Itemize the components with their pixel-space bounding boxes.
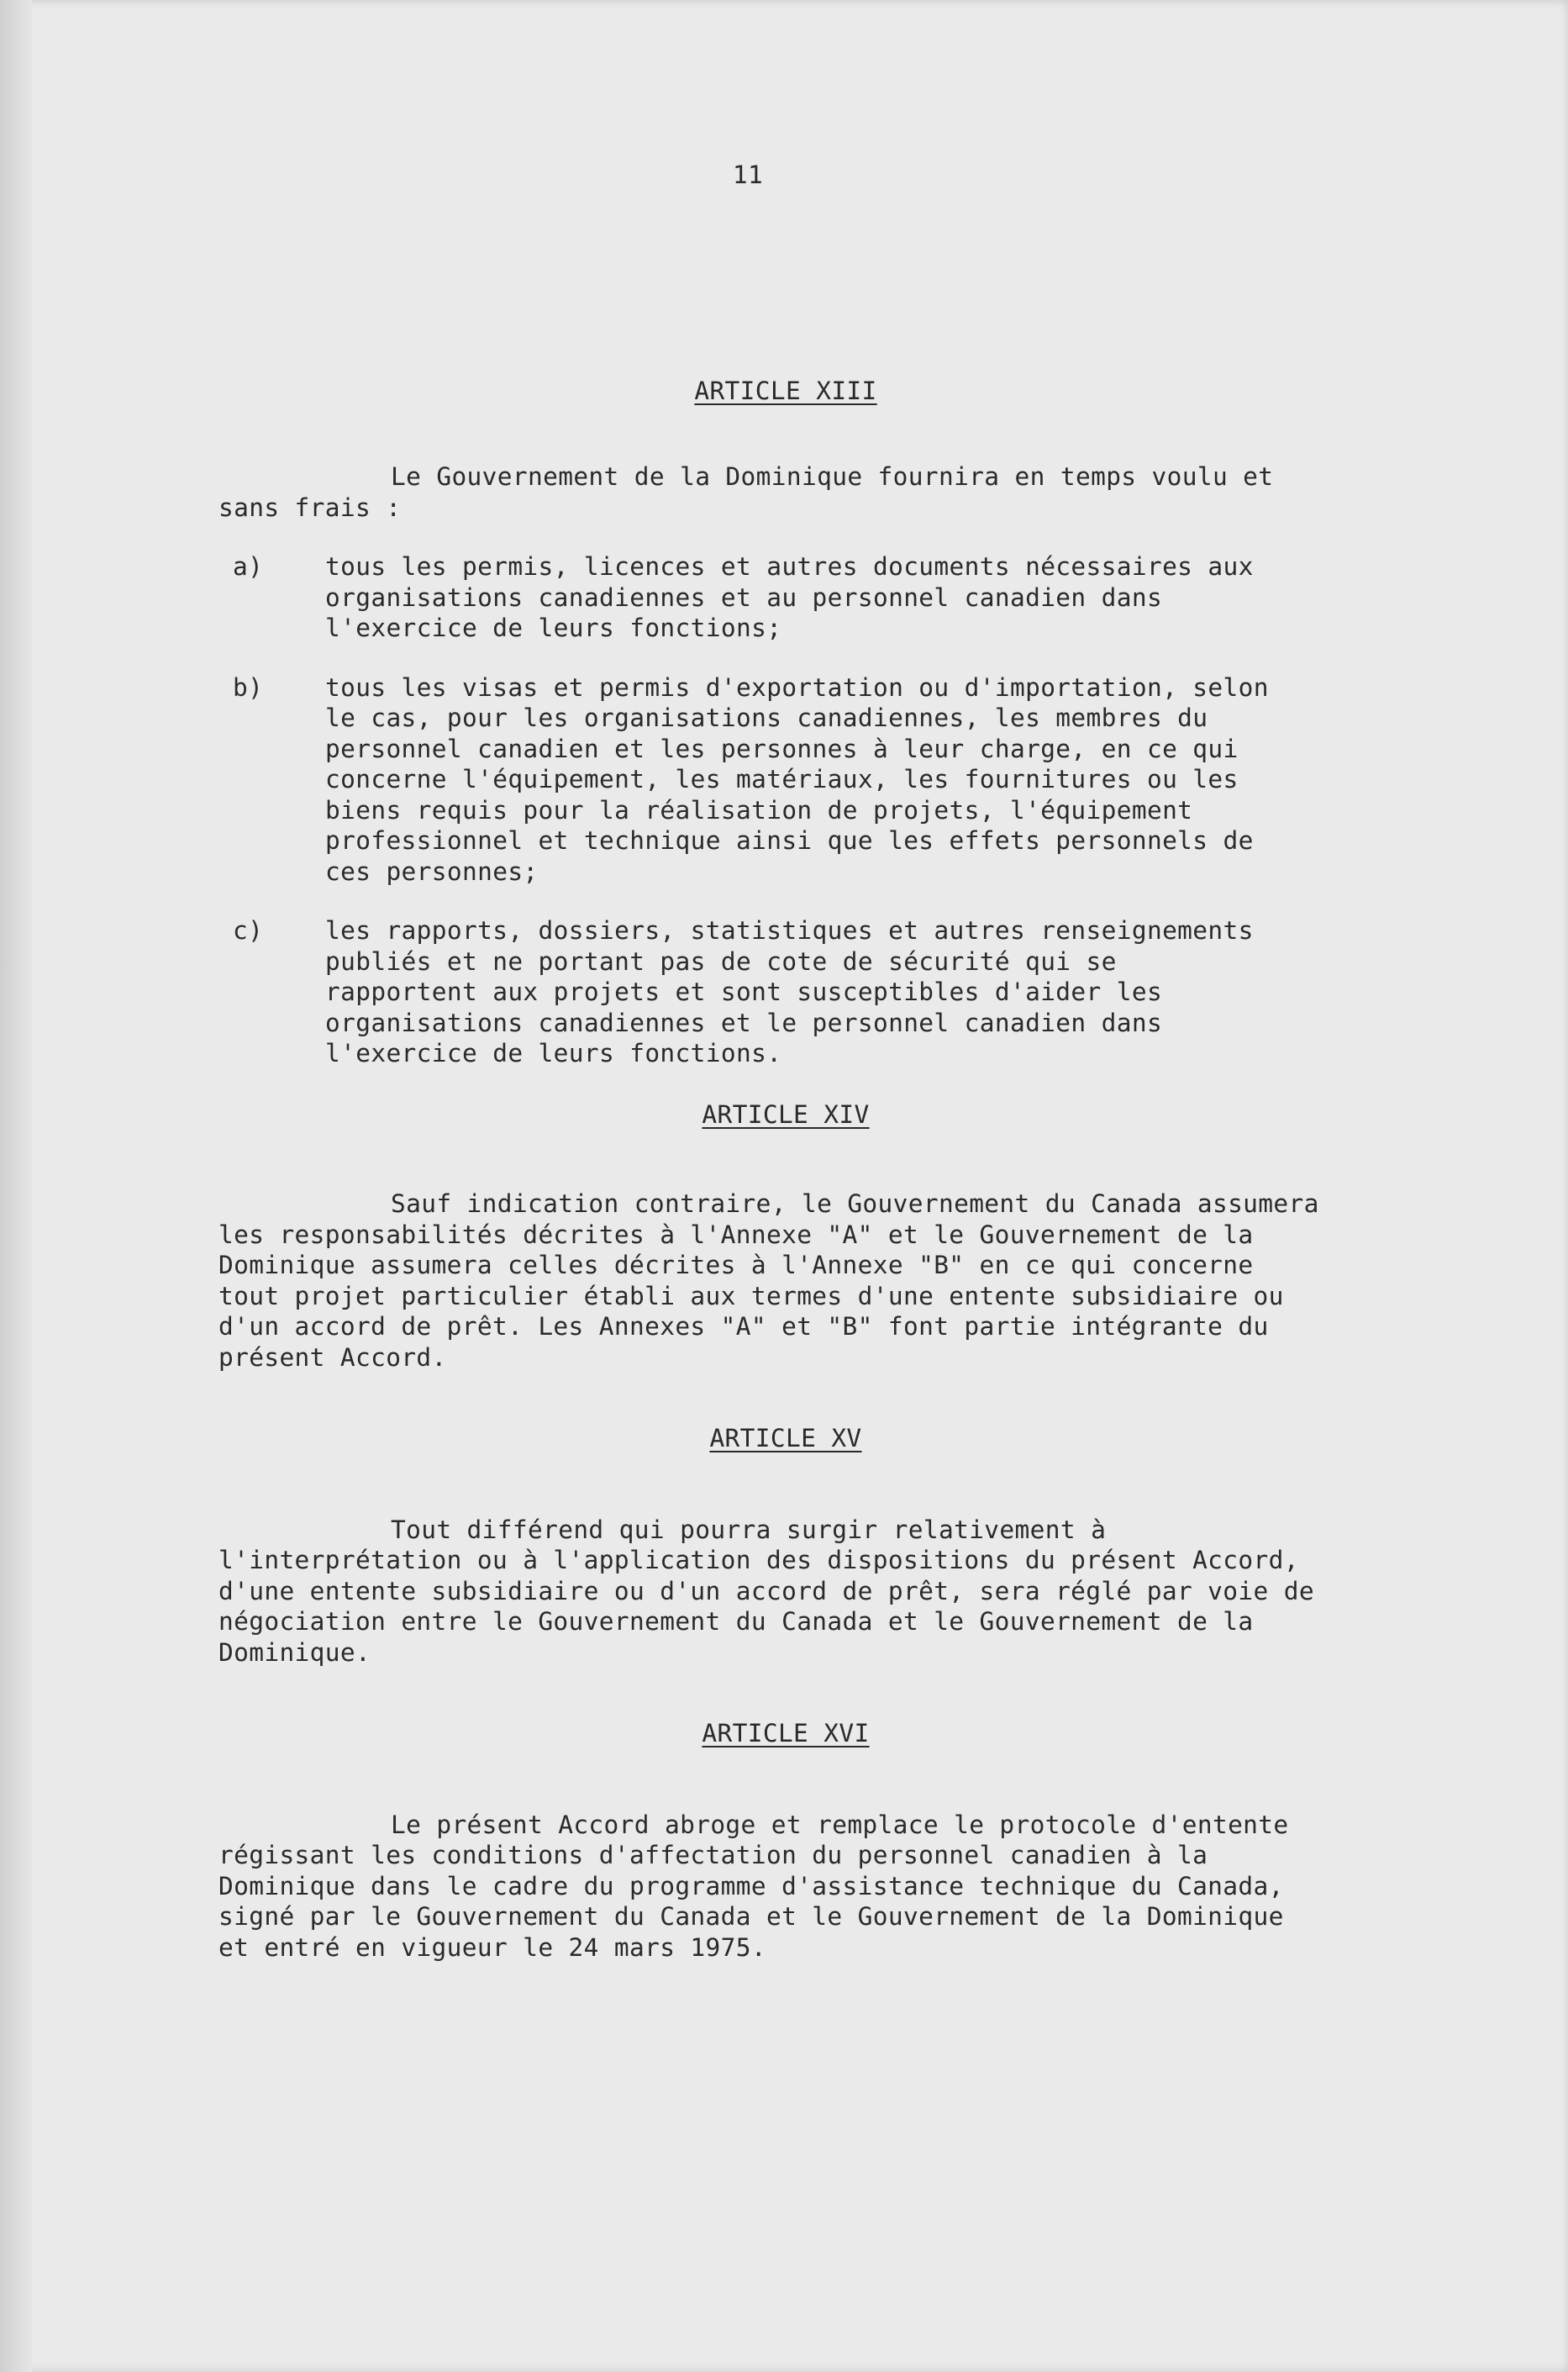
article-heading: ARTICLE XIII bbox=[694, 376, 877, 405]
list-item-label: b) bbox=[233, 672, 264, 702]
list-item-text: tous les visas et permis d'exportation ou d'importation, selon le cas, pour les organisations canadiennes, les membres du personnel canadien et les personnes à leur charge, en ce qui concerne l'équipement, les matériaux, les fournitures ou les biens requis pour la réalisation de projets, l'équipement professionnel et technique ainsi que les effets personnels de ces personnes; bbox=[325, 672, 1269, 886]
section-gap bbox=[227, 1668, 1344, 1684]
list-item-text: tous les permis, licences et autres documents nécessaires aux organisations canadiennes et au personnel canadien dans l'exercice de leurs fonctions; bbox=[325, 552, 1254, 642]
article-xiv bbox=[218, 1099, 1344, 1373]
article-heading: ARTICLE XVI bbox=[702, 1719, 870, 1747]
article-heading: ARTICLE XV bbox=[709, 1424, 862, 1452]
list-item-text: les rapports, dossiers, statistiques et autres renseignements publiés et ne portant pas de cote de sécurité qui se rapportent aux projets et sont susceptibles d'aider les organisations canadiennes et le personnel canadien dans l'exercice de leurs fonctions. bbox=[325, 916, 1254, 1067]
article-paragraph-wrap bbox=[218, 1515, 1319, 1668]
list-item bbox=[227, 551, 1344, 644]
list-item bbox=[227, 672, 1344, 888]
document-body bbox=[218, 160, 1344, 1963]
page-number: 11 bbox=[732, 161, 764, 189]
article-paragraph: Sauf indication contraire, le Gouvernement du Canada assumera les responsabilités décrites à l'Annexe "A" et le Gouvernement de la Dominique assumera celles décrites à l'Annexe "B" en ce qui concerne tout projet particulier établi aux termes d'une entente subsidiaire ou d'un accord de prêt. Les Annexes "A" et "B" font partie intégrante du présent Accord. bbox=[218, 1189, 1319, 1372]
page-spine-shadow bbox=[0, 0, 32, 2372]
article-item-list bbox=[227, 551, 1344, 1069]
article-intro: Le Gouvernement de la Dominique fournira en temps voulu et sans frais : bbox=[218, 462, 1274, 522]
article-xvi bbox=[218, 1718, 1344, 1963]
article-paragraph: Tout différend qui pourra surgir relativement à l'interprétation ou à l'application des dispositions du présent Accord, d'une entente subsidiaire ou d'un accord de prêt, sera réglé par voie de négociation entre le Gouvernement du Canada et le Gouvernement de la Dominique. bbox=[218, 1515, 1314, 1667]
article-heading: ARTICLE XIV bbox=[702, 1099, 870, 1129]
article-paragraph-wrap bbox=[218, 1810, 1319, 1963]
article-paragraph: Le présent Accord abroge et remplace le protocole d'entente régissant les conditions d'affectation du personnel canadien à la Dominique dans le cadre du programme d'assistance technique du Canada, signé par le Gouvernement du Canada et le Gouvernement de la Dominique et entré en vigueur le 24 mars 1975. bbox=[218, 1810, 1289, 1962]
section-gap bbox=[227, 1373, 1344, 1389]
list-item-label: a) bbox=[233, 552, 264, 581]
article-xv bbox=[218, 1423, 1344, 1668]
article-intro-wrap bbox=[218, 461, 1319, 523]
article-xiii bbox=[218, 376, 1344, 1069]
article-paragraph-wrap bbox=[218, 1189, 1319, 1373]
list-item bbox=[227, 915, 1344, 1069]
list-item-label: c) bbox=[233, 916, 264, 945]
